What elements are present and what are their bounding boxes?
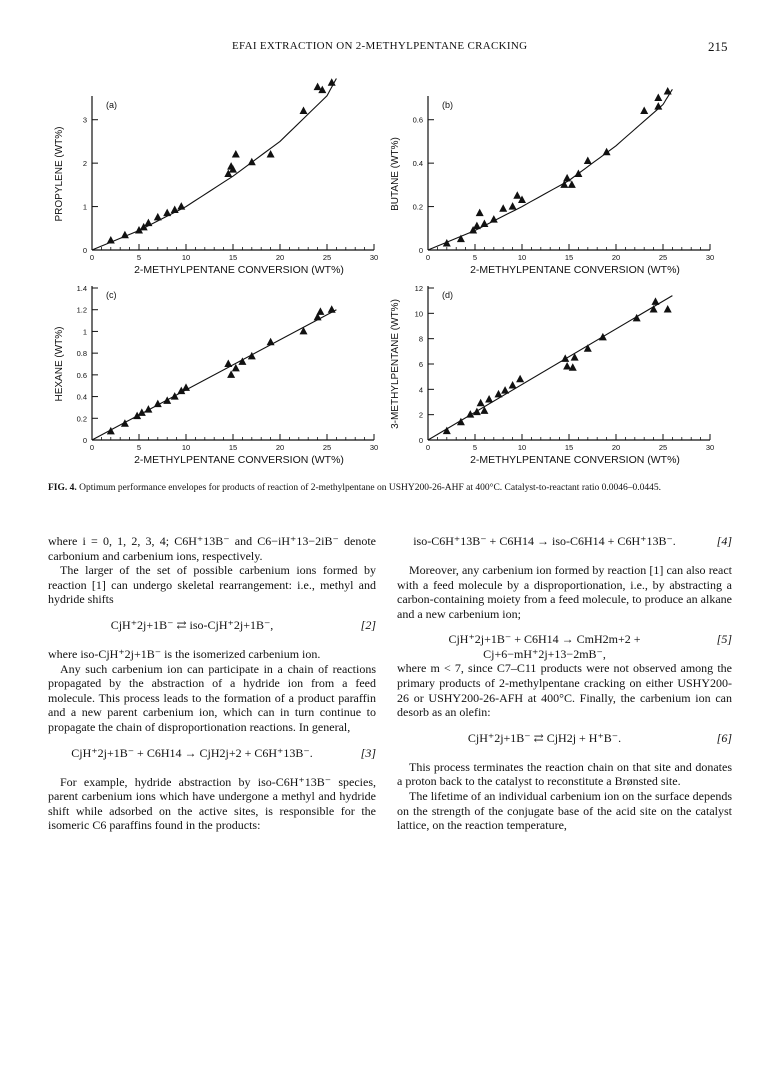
data-point	[563, 362, 571, 370]
y-tick-label: 10	[414, 309, 423, 319]
data-point	[177, 202, 185, 210]
x-tick-label: 5	[472, 253, 478, 262]
x-tick-label: 20	[275, 253, 285, 262]
x-tick-label: 5	[472, 443, 478, 452]
data-point	[328, 305, 336, 313]
data-point	[144, 219, 152, 227]
x-tick-label: 30	[369, 443, 379, 452]
x-tick-label: 5	[136, 253, 142, 262]
equation-4-number: [4]	[716, 534, 732, 548]
x-tick-label: 30	[369, 253, 379, 262]
data-point	[664, 87, 672, 95]
data-point	[516, 375, 524, 383]
data-point	[513, 191, 521, 199]
data-point	[599, 333, 607, 341]
data-point	[121, 231, 129, 239]
y-tick-label: 0.2	[76, 414, 87, 424]
data-point	[584, 344, 592, 352]
x-tick-label: 25	[322, 253, 332, 262]
data-point	[121, 419, 129, 427]
data-point	[568, 180, 576, 188]
data-point	[501, 386, 509, 394]
data-point	[569, 363, 577, 371]
y-tick-label: 8	[418, 334, 423, 344]
data-point	[267, 338, 275, 346]
equation-2	[48, 618, 376, 636]
data-point	[224, 360, 232, 368]
data-point	[107, 236, 115, 244]
x-tick-label: 15	[228, 443, 238, 452]
data-point	[457, 235, 465, 243]
data-point	[163, 396, 171, 404]
envelope-curve	[92, 310, 336, 440]
x-tick-label: 0	[89, 443, 95, 452]
x-tick-label: 10	[517, 443, 527, 452]
x-tick-label: 20	[611, 253, 621, 262]
equation-3-body: CjH⁺2j+1B⁻ + C6H14 → CjH2j+2 + C6H⁺13B⁻.	[71, 745, 313, 760]
caption-label: FIG. 4.	[48, 483, 77, 493]
x-tick-label: 15	[228, 253, 238, 262]
data-point	[561, 354, 569, 362]
y-tick-label: 0	[418, 436, 423, 445]
y-tick-label: 0	[82, 246, 87, 255]
data-point	[473, 222, 481, 230]
right-column	[397, 534, 732, 833]
data-point	[480, 219, 488, 227]
x-axis-label: 2-METHYLPENTANE CONVERSION (WT%)	[134, 454, 344, 466]
x-tick-label: 15	[564, 443, 574, 452]
equation-4	[397, 534, 732, 552]
y-tick-label: 0	[82, 436, 87, 445]
y-tick-label: 1.4	[76, 284, 87, 293]
data-point	[473, 408, 481, 416]
data-point	[300, 327, 308, 335]
equation-6-body: CjH⁺2j+1B⁻ ⇄ CjH2j + H⁺B⁻.	[467, 730, 622, 745]
y-tick-label: 1	[82, 202, 87, 212]
data-point	[563, 174, 571, 182]
data-point	[651, 297, 659, 305]
figure-caption	[48, 482, 738, 494]
data-point	[664, 305, 672, 313]
equation-6	[397, 731, 732, 749]
data-point	[603, 148, 611, 156]
equation-5-number: [5]	[716, 632, 732, 647]
x-tick-label: 10	[517, 253, 527, 262]
data-point	[654, 94, 662, 102]
left-paragraph-4: Any such carbenium ion can participate in a chain of reactions propagated by the abstraction of a hydride ion from a feed molecule. This process leads to the formation of a product paraffin and a new parent carbenium ion, which can in turn continue to propagate the chain of disproportionation reactions. In general,	[48, 661, 376, 734]
y-tick-label: 0.4	[76, 392, 87, 402]
x-tick-label: 25	[658, 443, 668, 452]
x-tick-label: 0	[425, 253, 431, 262]
x-tick-label: 5	[136, 443, 142, 452]
envelope-curve	[428, 89, 672, 250]
panel-label: (b)	[442, 100, 453, 110]
y-tick-label: 3	[82, 115, 87, 125]
y-tick-label: 0.8	[76, 349, 87, 359]
x-tick-label: 30	[705, 253, 715, 262]
data-point	[571, 353, 579, 361]
x-tick-label: 10	[181, 443, 191, 452]
equation-3	[48, 746, 376, 764]
y-tick-label: 4	[418, 385, 423, 395]
y-axis-label: HEXANE (WT%)	[54, 326, 65, 402]
right-paragraph-2: where m < 7, since C7–C11 products were not observed among the primary products of 2-methylpentane cracking on either USHY200-26 or USHY200-26-AFH at 400°C. Finally, the carbenium ion can desorb as an olefin:	[397, 661, 732, 720]
equation-4-body: iso-C6H⁺13B⁻ + C6H14 → iso-C6H14 + C6H⁺13B⁻.	[413, 534, 676, 548]
y-tick-label: 0	[418, 246, 423, 255]
y-tick-label: 0.6	[412, 115, 423, 125]
x-axis-label: 2-METHYLPENTANE CONVERSION (WT%)	[470, 264, 680, 276]
running-title: EFAI EXTRACTION ON 2-METHYLPENTANE CRACKING	[232, 40, 528, 52]
x-tick-label: 20	[611, 443, 621, 452]
data-point	[314, 83, 322, 91]
equation-5-body: CjH⁺2j+1B⁻ + C6H14 → CmH2m+2 + Cj+6−mH⁺2j+13−2mB⁻,	[448, 632, 641, 661]
y-tick-label: 6	[418, 360, 423, 369]
data-point	[163, 209, 171, 217]
panel-label: (c)	[106, 290, 117, 300]
y-tick-label: 0.6	[76, 370, 87, 380]
left-paragraph-1: where i = 0, 1, 2, 3, 4; C6H⁺13B⁻ and C6−iH⁺13−2iB⁻ denote carbonium and carbenium ions, respectively.	[48, 534, 376, 563]
panel-label: (d)	[442, 290, 453, 300]
data-point	[443, 239, 451, 247]
data-point	[476, 209, 484, 217]
data-point	[232, 150, 240, 158]
y-tick-label: 2	[82, 159, 87, 169]
data-point	[171, 392, 179, 400]
y-tick-label: 2	[418, 410, 423, 420]
data-point	[509, 381, 517, 389]
data-point	[509, 202, 517, 210]
y-tick-label: 0.4	[412, 159, 423, 169]
data-point	[300, 107, 308, 115]
equation-5	[397, 632, 732, 661]
data-point	[640, 107, 648, 115]
right-paragraph-4: The lifetime of an individual carbenium ion on the surface depends on the strength of the conjugate base of the acid site on the catalyst lattice, on the reaction temperature,	[397, 788, 732, 833]
x-tick-label: 10	[181, 253, 191, 262]
x-tick-label: 25	[658, 253, 668, 262]
y-tick-label: 1.2	[76, 305, 87, 315]
left-column	[48, 534, 376, 833]
data-point	[490, 215, 498, 223]
y-axis-label: 3-METHYLPENTANE (WT%)	[390, 299, 401, 429]
page-number: 215	[708, 39, 728, 54]
y-axis-label: PROPYLENE (WT%)	[54, 126, 65, 222]
x-axis-label: 2-METHYLPENTANE CONVERSION (WT%)	[134, 264, 344, 276]
data-point	[499, 204, 507, 212]
equation-2-number: [2]	[360, 617, 376, 632]
y-axis-label: BUTANE (WT%)	[390, 137, 401, 211]
data-point	[480, 406, 488, 414]
panel-label: (a)	[106, 100, 117, 110]
right-paragraph-1: Moreover, any carbenium ion formed by reaction [1] can also react with a feed molecule by a disproportionation, i.e., by abstracting a carbon-containing moiety from a feed molecule, to produce an alkane and a new carbenium ion;	[397, 563, 732, 621]
data-point	[495, 390, 503, 398]
y-tick-label: 0.2	[412, 202, 423, 212]
data-point	[584, 156, 592, 164]
x-axis-label: 2-METHYLPENTANE CONVERSION (WT%)	[470, 454, 680, 466]
equation-2-body: CjH⁺2j+1B⁻ ⇄ iso-CjH⁺2j+1B⁻,	[110, 617, 274, 632]
data-point	[316, 307, 324, 315]
left-paragraph-5: For example, hydride abstraction by iso-C6H⁺13B⁻ species, parent carbenium ions which have undergone a methyl and hydride shift while adsorbed on the active sites, is responsible for the isomeric C6 paraffins found in the products:	[48, 774, 376, 833]
data-point	[227, 370, 235, 378]
data-point	[477, 399, 485, 407]
x-tick-label: 30	[705, 443, 715, 452]
x-tick-label: 25	[322, 443, 332, 452]
right-paragraph-3: This process terminates the reaction chain on that site and donates a proton back to the catalyst to reconstitute a Brønsted site.	[397, 759, 732, 789]
equation-6-number: [6]	[716, 730, 732, 745]
data-point	[154, 213, 162, 221]
x-tick-label: 20	[275, 443, 285, 452]
data-point	[574, 170, 582, 178]
y-tick-label: 12	[414, 284, 423, 293]
x-tick-label: 15	[564, 253, 574, 262]
caption-text: Optimum performance envelopes for products of reaction of 2-methylpentane on USHY200-26-AHF at 400°C. Catalyst-to-reactant ratio 0.0046–0.0445.	[79, 483, 661, 493]
data-point	[485, 395, 493, 403]
x-tick-label: 0	[425, 443, 431, 452]
envelope-curve	[92, 79, 336, 251]
y-tick-label: 1	[82, 327, 87, 337]
equation-3-number: [3]	[360, 745, 376, 760]
left-paragraph-3: where iso-CjH⁺2j+1B⁻ is the isomerized carbenium ion.	[48, 646, 321, 661]
x-tick-label: 0	[89, 253, 95, 262]
figure-4-charts	[0, 60, 781, 475]
data-point	[182, 383, 190, 391]
data-point	[248, 158, 256, 166]
left-paragraph-2: The larger of the set of possible carbenium ions formed by reaction [1] can undergo skeletal rearrangement: i.e., methyl and hydride shifts	[48, 563, 376, 607]
